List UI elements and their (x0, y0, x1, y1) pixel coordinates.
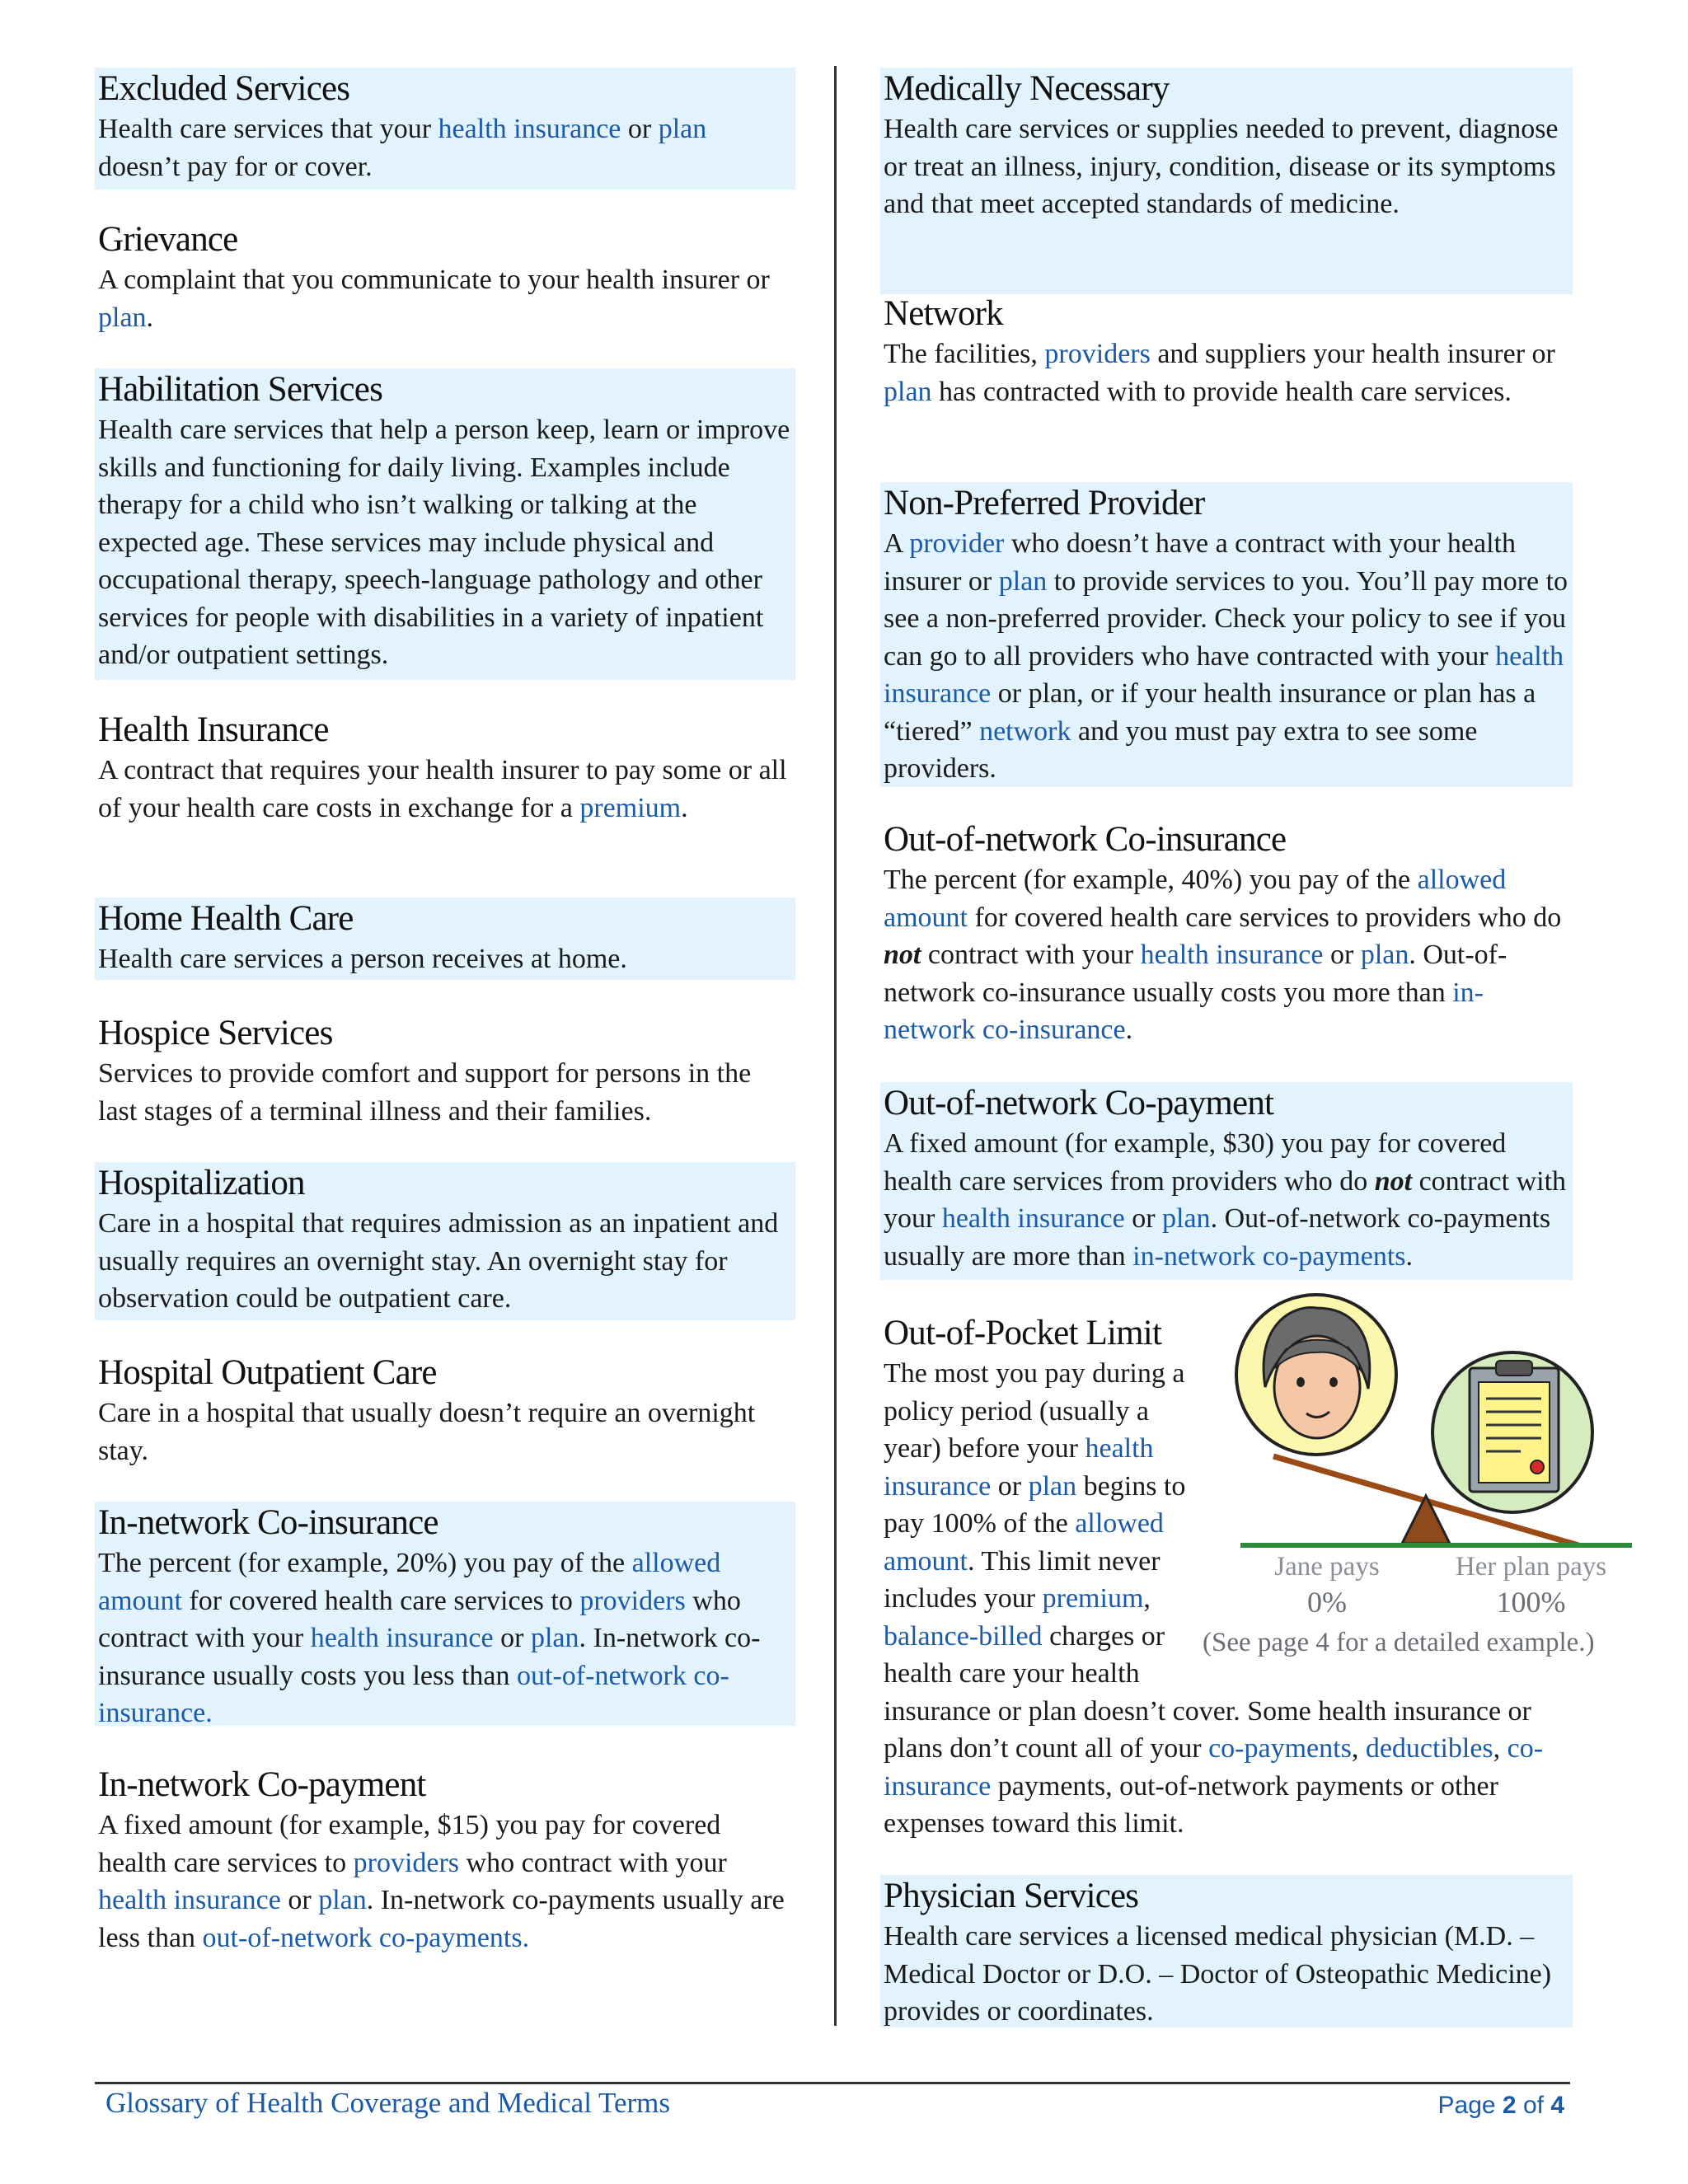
link-balance-billed[interactable]: balance-billed (884, 1620, 1043, 1652)
jane-pays-label: Jane pays (1274, 1552, 1380, 1582)
term-definition: Care in a hospital that requires admission as an inpatient and usually requires an overnight stay. An overnight stay for observation could be outpatient care. (98, 1208, 779, 1314)
link-premium[interactable]: premium (1042, 1583, 1144, 1614)
detailed-example-note: (See page 4 for a detailed example.) (1203, 1628, 1595, 1657)
term-definition: Services to provide comfort and support for persons in the last stages of a terminal illness and their families. (98, 1058, 752, 1127)
term-title: Out-of-network Co-insurance (884, 820, 1287, 859)
link-plan[interactable]: plan (98, 302, 147, 333)
link-plan[interactable]: plan (1360, 940, 1409, 970)
seesaw-graphic (1207, 1290, 1636, 1685)
link-plan[interactable]: plan (530, 1623, 579, 1653)
term-definition-part1: The most you pay during a policy period (usually a year) before your health insurance or plan begins to pay 100% of the allowed amount. This limit never includes your premium, balance-billed charges or health care your health (884, 1358, 1186, 1689)
link-premium[interactable]: premium (579, 792, 682, 823)
term-definition: A fixed amount (for example, $15) you pay for covered health care services to providers who contract with your health insurance or plan. In-network co-payments usually are less than out-of-network co-payments. (98, 1810, 785, 1953)
term-definition: The percent (for example, 20%) you pay of the allowed amount for covered health care services to providers who contract with your health insurance or plan. In-network co-insurance usually costs you less than out-of-network co-insurance. (98, 1548, 761, 1728)
term-definition: Health care services or supplies needed to prevent, diagnose or treat an illness, injury, condition, disease or its symptoms and that meet accepted standards of medicine. (884, 114, 1559, 219)
footer-rule (95, 2082, 1570, 2084)
plan-clipboard-icon (1432, 1352, 1592, 1512)
link-out-of-network-co-payments[interactable]: out-of-network co-payments. (202, 1922, 530, 1953)
entry-physician-services (880, 1875, 1573, 2027)
link-health-insurance[interactable]: health insurance (941, 1203, 1125, 1234)
link-providers[interactable]: providers (579, 1585, 686, 1616)
entry-out-of-network-co-payment (880, 1082, 1573, 1280)
link-health-insurance[interactable]: health insurance (884, 1433, 1154, 1502)
term-definition: A fixed amount (for example, $30) you pay for covered health care services from providers who do not contract with your health insurance or plan. Out-of-network co-payments usually are more than in-network co-payments. (884, 1128, 1567, 1272)
link-allowed-amount[interactable]: allowed amount (884, 1508, 1164, 1577)
entry-hospitalization (95, 1162, 795, 1320)
term-title: Hospital Outpatient Care (98, 1353, 437, 1392)
term-definition: The facilities, providers and suppliers your health insurer or plan has contracted with to provide health care services. (884, 339, 1555, 407)
link-health-insurance[interactable]: health insurance (438, 114, 621, 144)
term-definition: A complaint that you communicate to your health insurer or plan. (98, 265, 770, 333)
link-allowed-amount[interactable]: allowed amount (884, 865, 1507, 933)
link-network[interactable]: network (979, 715, 1071, 747)
link-deductibles[interactable]: deductibles (1365, 1733, 1493, 1764)
term-definition: The percent (for example, 40%) you pay of the allowed amount for covered health care services to providers who do not contract with your health insurance or plan. Out-of-network co-insurance usually costs you more than in-network co-insurance. (884, 865, 1562, 1045)
term-title: Hospitalization (98, 1164, 305, 1202)
term-definition: A provider who doesn’t have a contract with your health insurer or plan to provide services to you. You’ll pay more to see a non-preferred provider. Check your policy to see if you can go to all providers who have contracted with your health insurance or plan, or if your health insurance or plan has a “tiered” network and you must pay extra to see some providers. (884, 528, 1568, 784)
entry-network (880, 293, 1573, 410)
term-title: Hospice Services (98, 1014, 333, 1052)
entry-home-health-care (95, 898, 795, 980)
link-providers[interactable]: providers (1044, 339, 1151, 369)
link-plan[interactable]: plan (998, 565, 1048, 597)
jane-face-icon (1236, 1295, 1396, 1455)
term-title: Excluded Services (98, 69, 350, 108)
link-providers[interactable]: providers (353, 1847, 460, 1878)
emphasis-not: not (1374, 1165, 1413, 1197)
entry-out-of-network-co-insurance (880, 818, 1573, 1049)
link-plan[interactable]: plan (1028, 1470, 1077, 1502)
link-co-payments[interactable]: co-payments (1208, 1733, 1352, 1764)
term-title: In-network Co-payment (98, 1765, 426, 1804)
out-of-pocket-illustration (1203, 1290, 1636, 1685)
term-definition: Health care services a person receives at home. (98, 944, 627, 974)
term-title: Network (884, 294, 1003, 333)
link-plan[interactable]: plan (1162, 1203, 1211, 1234)
link-in-network-co-insurance[interactable]: in-network co-insurance (884, 977, 1484, 1045)
term-title: Home Health Care (98, 899, 354, 938)
plan-pays-label: Her plan pays (1455, 1552, 1607, 1582)
term-definition: A contract that requires your health insurer to pay some or all of your health care costs in exchange for a premium. (98, 755, 787, 823)
link-plan[interactable]: plan (884, 376, 932, 407)
term-definition: Care in a hospital that usually doesn’t require an overnight stay. (98, 1398, 756, 1466)
term-title: Grievance (98, 220, 238, 259)
link-plan[interactable]: plan (318, 1885, 367, 1915)
entry-medically-necessary (880, 68, 1573, 294)
term-title: Out-of-Pocket Limit (884, 1314, 1162, 1352)
link-provider[interactable]: provider (909, 528, 1005, 559)
entry-in-network-co-insurance (95, 1502, 795, 1726)
term-title: Habilitation Services (98, 370, 383, 409)
column-divider (834, 66, 837, 2026)
emphasis-not: not (884, 940, 921, 970)
term-definition: Health care services a licensed medical physician (M.D. – Medical Doctor or D.O. – Doctor of Osteopathic Medicine) provides or coordinates. (884, 1921, 1552, 2027)
jane-pays-value: 0% (1307, 1586, 1347, 1619)
entry-habilitation-services (95, 368, 795, 680)
link-in-network-co-payments[interactable]: in-network co-payments (1132, 1240, 1406, 1272)
term-definition-part2: insurance or plan doesn’t cover. Some health insurance or plans don’t count all of your co-payments, deductibles, co-insurance payments, out-of-network payments or other expenses toward this limit. (884, 1695, 1544, 1839)
entry-in-network-co-payment (95, 1764, 795, 1957)
term-title: Non-Preferred Provider (884, 484, 1205, 523)
link-health-insurance[interactable]: health insurance (1140, 940, 1324, 970)
entry-health-insurance (95, 709, 795, 827)
footer-title: Glossary of Health Coverage and Medical Terms (106, 2087, 671, 2119)
entry-grievance (95, 218, 795, 336)
link-health-insurance[interactable]: health insurance (884, 640, 1564, 709)
link-out-of-network-co-insurance[interactable]: out-of-network co-insurance. (98, 1660, 729, 1728)
link-plan[interactable]: plan (658, 114, 707, 144)
term-definition: Health care services that your health insurance or plan doesn’t pay for or cover. (98, 114, 707, 182)
term-title: Out-of-network Co-payment (884, 1084, 1274, 1122)
link-co-insurance[interactable]: co-insurance (884, 1733, 1544, 1802)
plan-pays-value: 100% (1496, 1586, 1566, 1619)
term-title: Health Insurance (98, 710, 329, 749)
link-health-insurance[interactable]: health insurance (98, 1885, 281, 1915)
link-health-insurance[interactable]: health insurance (310, 1623, 494, 1653)
page-number: Page 2 of 4 (1437, 2092, 1564, 2119)
entry-hospice-services (95, 1012, 795, 1130)
term-title: Physician Services (884, 1877, 1139, 1915)
term-title: In-network Co-insurance (98, 1503, 438, 1542)
entry-non-preferred-provider (880, 482, 1573, 787)
link-allowed-amount[interactable]: allowed amount (98, 1548, 721, 1616)
entry-hospital-outpatient-care (95, 1352, 795, 1469)
term-definition: Health care services that help a person keep, learn or improve skills and functioning for daily living. Examples include therapy for a child who isn’t walking or talking at the expected age. These services may include physical and occupational therapy, speech-language pathology and other services for people with disabilities in a variety of inpatient and/or outpatient settings. (98, 415, 790, 670)
entry-excluded-services (95, 68, 795, 190)
term-title: Medically Necessary (884, 69, 1170, 108)
